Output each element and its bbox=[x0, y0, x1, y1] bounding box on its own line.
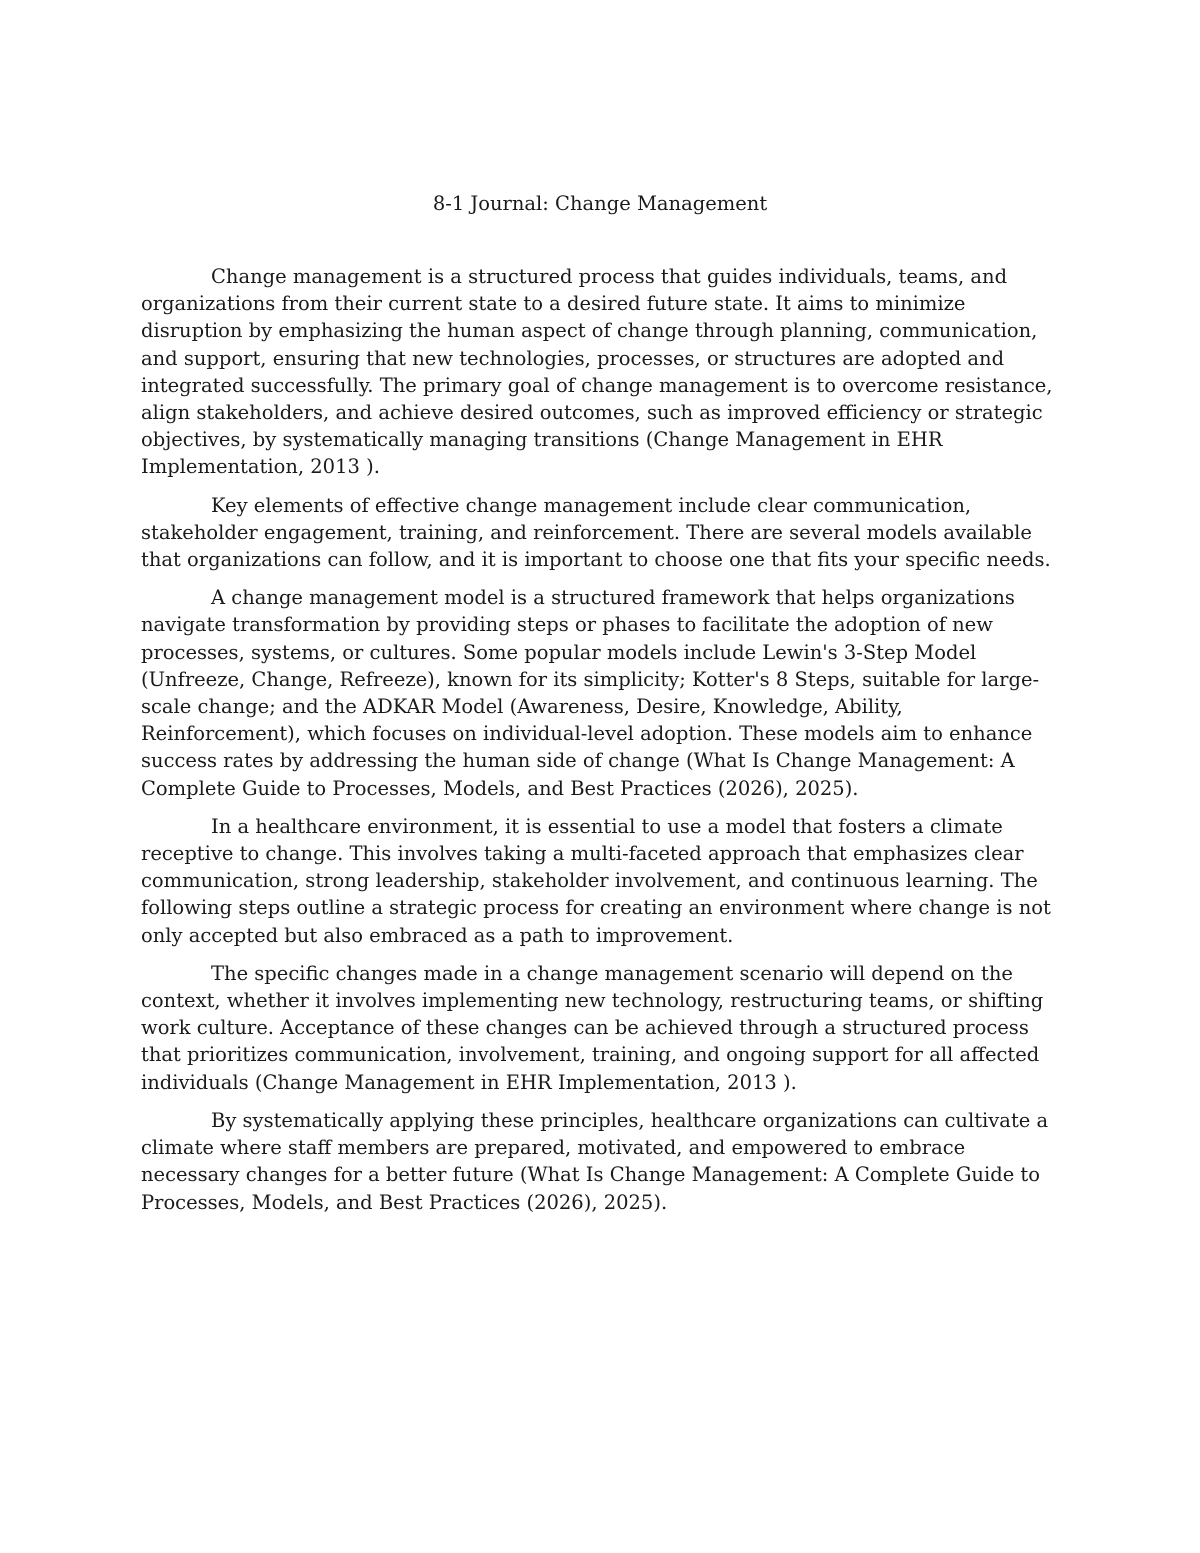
document-title: 8-1 Journal: Change Management bbox=[432, 192, 768, 215]
paragraph-models: A change management model is a structured framework that helps organizations navigate transformation by providing steps or phases to facilitate the adoption of new processes, systems, or cultures. Some popular models include Lewin's 3-Step Model (Unfreeze, Change, Refreeze), known for its simplicity; Kotter's 8 Steps, suitable for large-scale change; and the ADKAR Model (Awareness, Desire, Knowledge, Ability, Reinforcement), which focuses on individual-level adoption. These models aim to enhance success rates by addressing the human side of change (What Is Change Management: A Complete Guide to Processes, Models, and Best Practices (2026), 2025). bbox=[141, 586, 1040, 800]
paragraph-healthcare: In a healthcare environment, it is essential to use a model that fosters a climate receptive to change. This involves taking a multi-faceted approach that emphasizes clear communication, strong leadership, stakeholder involvement, and continuous learning. The following steps outline a strategic process for creating an environment where change is not only accepted but also embraced as a path to improvement. bbox=[141, 814, 1051, 947]
document-body bbox=[141, 263, 1061, 1227]
paragraph-intro: Change management is a structured process that guides individuals, teams, and organizations from their current state to a desired future state. It aims to minimize disruption by emphasizing the human aspect of change through planning, communication, and support, ensuring that new technologies, processes, or structures are adopted and integrated successfully. The primary goal of change management is to overcome resistance, align stakeholders, and achieve desired outcomes, such as improved efficiency or strategic objectives, by systematically managing transitions (Change Management in EHR Implementation, 2013 ). bbox=[141, 265, 1053, 479]
paragraph-key-elements: Key elements of effective change management include clear communication, stakeholder engagement, training, and reinforcement. There are several models available that organizations can follow, and it is important to choose one that fits your specific needs. bbox=[141, 493, 1051, 572]
paragraph-conclusion: By systematically applying these principles, healthcare organizations can cultivate a climate where staff members are prepared, motivated, and empowered to embrace necessary changes for a better future (What Is Change Management: A Complete Guide to Processes, Models, and Best Practices (2026), 2025). bbox=[141, 1108, 1049, 1214]
paragraph-specific-changes: The specific changes made in a change management scenario will depend on the context, whether it involves implementing new technology, restructuring teams, or shifting work culture. Acceptance of these changes can be achieved through a structured process that prioritizes communication, involvement, training, and ongoing support for all affected individuals (Change Management in EHR Implementation, 2013 ). bbox=[141, 961, 1044, 1094]
